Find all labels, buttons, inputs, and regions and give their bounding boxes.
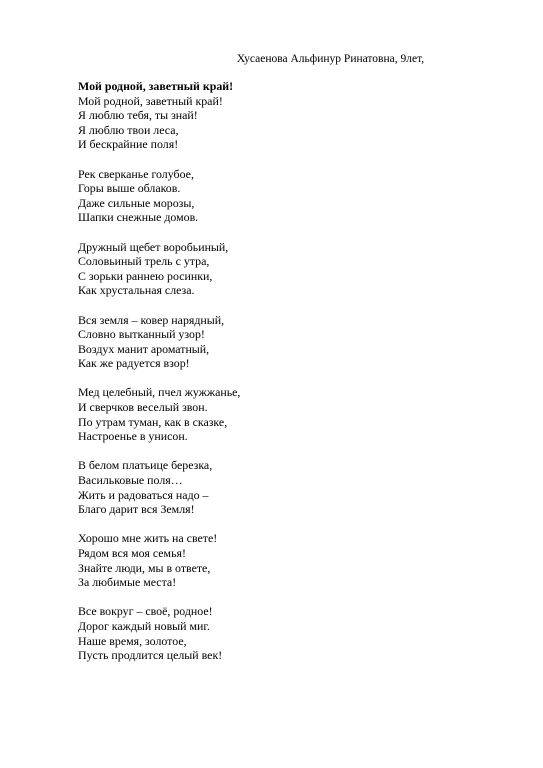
poem-line: Дружный щебет воробьиный, — [78, 239, 229, 254]
poem-line: Горы выше облаков. — [78, 181, 181, 196]
stanza — [78, 531, 240, 589]
poem-line: Шапки снежные домов. — [78, 210, 199, 225]
poem-line: Как же радуется взор! — [78, 356, 190, 371]
poem-line: С зорьки раннею росинки, — [78, 268, 213, 283]
poem-line: Знайте люди, мы в ответе, — [78, 560, 211, 575]
poem-line: И бескрайние поля! — [78, 137, 179, 152]
poem-line: Как хрустальная слеза. — [78, 283, 195, 298]
poem-line: Настроенье в унисон. — [78, 429, 188, 444]
poem-line: За любимые места! — [78, 575, 177, 590]
poem-line: Наше время, золотое, — [78, 633, 187, 648]
stanza — [78, 458, 240, 516]
poem-line: По утрам туман, как в сказке, — [78, 414, 228, 429]
poem-line: Мед целебный, пчел жужжанье, — [78, 385, 241, 400]
poem-line: И сверчков веселый звон. — [78, 400, 208, 415]
poem-stanzas — [78, 94, 240, 663]
stanza — [78, 94, 240, 152]
poem-line: Вся земля – ковер нарядный, — [78, 312, 225, 327]
poem-line: Рек сверканье голубое, — [78, 166, 194, 181]
poem-line: Дорог каждый новый миг. — [78, 618, 210, 633]
poem-line: Соловьиный трель с утра, — [78, 254, 210, 269]
poem-line: Словно вытканный узор! — [78, 327, 205, 342]
stanza — [78, 240, 240, 298]
stanza — [78, 385, 240, 443]
poem-line: Все вокруг – своё, родное! — [78, 604, 213, 619]
poem-line: Хорошо мне жить на свете! — [78, 531, 218, 546]
poem-line: Я люблю тебя, ты знай! — [78, 108, 198, 123]
poem-line: Пусть продлится целый век! — [78, 648, 223, 663]
poem-line: Васильковые поля… — [78, 473, 183, 488]
poem-title: Мой родной, заветный край! — [78, 79, 234, 93]
poem-line: Благо дарит вся Земля! — [78, 502, 195, 517]
stanza — [78, 604, 240, 662]
poem-line: Жить и радоваться надо – — [78, 487, 209, 502]
stanza — [78, 167, 240, 225]
author-line: Хусаенова Альфинур Ринатовна, 9лет, — [236, 53, 425, 65]
poem-line: Я люблю твои леса, — [78, 122, 179, 137]
stanza — [78, 313, 240, 371]
poem-line: Рядом вся моя семья! — [78, 546, 186, 560]
poem-line: В белом платьице березка, — [78, 458, 213, 473]
poem-line: Даже сильные морозы, — [78, 195, 195, 210]
poem-line: Воздух манит ароматный, — [78, 341, 210, 356]
poem-line: Мой родной, заветный край! — [78, 93, 223, 108]
poem — [78, 79, 240, 677]
